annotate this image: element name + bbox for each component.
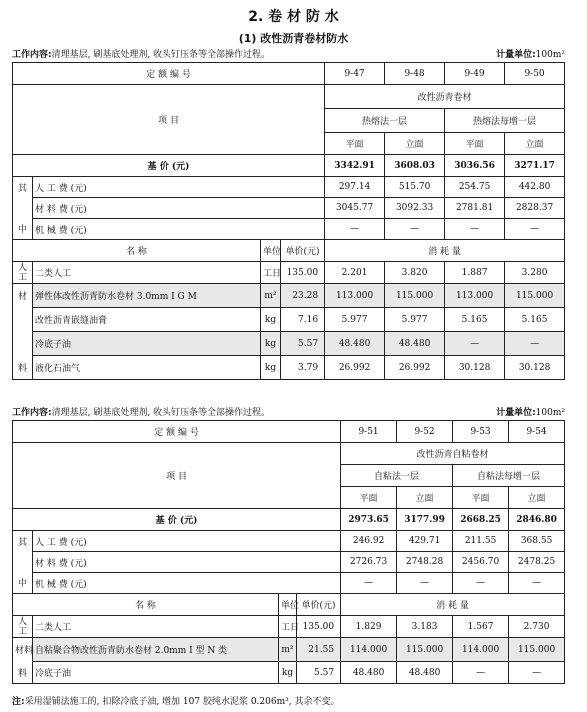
note-label: 注: <box>12 697 25 707</box>
breakdown-value: 211.55 <box>453 531 509 552</box>
work-label: 工作内容: <box>12 408 52 418</box>
breakdown-row <box>13 177 565 198</box>
material-value: 48.480 <box>325 332 385 356</box>
unit-1 <box>496 47 565 60</box>
material-value: 26.992 <box>325 356 385 380</box>
material-value: 5.977 <box>385 308 445 332</box>
labor-value: 1.567 <box>453 616 509 638</box>
labor-price: 135.00 <box>281 262 325 284</box>
unit-label: 计量单位: <box>496 50 536 60</box>
material-value: — <box>505 332 565 356</box>
material-unit: kg <box>261 308 281 332</box>
material-row <box>13 662 565 684</box>
material-value: 113.000 <box>325 284 385 308</box>
position: 立面 <box>385 133 445 155</box>
breakdown-value: 429.71 <box>397 531 453 552</box>
material-cat-top: 材料 <box>13 638 33 662</box>
base-price-label: 基 价 (元) <box>13 155 325 177</box>
labor-cat: 人工 <box>13 262 33 284</box>
material-unit: kg <box>261 356 281 380</box>
unit-2 <box>496 405 565 418</box>
breakdown-row <box>13 573 565 594</box>
work-content-2 <box>12 405 270 418</box>
breakdown-value: — <box>509 573 565 594</box>
code: 9-54 <box>509 421 565 443</box>
code: 9-49 <box>445 63 505 85</box>
col-unit: 单位 <box>279 594 297 616</box>
breakdown-value: — <box>505 219 565 240</box>
material-unit: kg <box>261 332 281 356</box>
material-value: 30.128 <box>505 356 565 380</box>
material-row <box>13 308 565 332</box>
col-consume: 消 耗 量 <box>325 240 565 262</box>
labor-value: 3.820 <box>385 262 445 284</box>
labor-name: 二类人工 <box>33 616 279 638</box>
breakdown-value: 2726.73 <box>341 552 397 573</box>
labor-price: 135.00 <box>297 616 341 638</box>
col-name: 名 称 <box>13 594 279 616</box>
breakdown-value: 368.55 <box>509 531 565 552</box>
material-price: 3.79 <box>281 356 325 380</box>
breakdown-name: 材 料 费 (元) <box>33 198 325 219</box>
breakdown-name: 材 料 费 (元) <box>33 552 341 573</box>
material-cat-bottom: 料 <box>13 356 33 380</box>
base-price-label: 基 价 (元) <box>13 509 341 531</box>
labor-value: 2.730 <box>509 616 565 638</box>
position: 立面 <box>509 487 565 509</box>
breakdown-value: 2748.28 <box>397 552 453 573</box>
work-label: 工作内容: <box>12 50 52 60</box>
labor-value: 2.201 <box>325 262 385 284</box>
position: 平面 <box>341 487 397 509</box>
breakdown-row <box>13 531 565 552</box>
material-value: 26.992 <box>385 356 445 380</box>
consume-header-row <box>13 594 565 616</box>
material-value: 115.000 <box>397 638 453 662</box>
labor-name: 二类人工 <box>33 262 261 284</box>
item-label: 项 目 <box>13 85 325 155</box>
material-cat-bottom: 料 <box>13 662 33 684</box>
breakdown-value: 3092.33 <box>385 198 445 219</box>
breakdown-value: — <box>453 573 509 594</box>
breakdown-value: 297.14 <box>325 177 385 198</box>
material-name: 液化石油气 <box>33 356 261 380</box>
method: 热熔法一层 <box>325 109 445 133</box>
breakdown-value: 246.92 <box>341 531 397 552</box>
labor-value: 3.280 <box>505 262 565 284</box>
group-name: 改性沥青自粘卷材 <box>341 443 565 465</box>
material-row <box>13 284 565 308</box>
code: 9-51 <box>341 421 397 443</box>
base-price: 3608.03 <box>385 155 445 177</box>
material-value: 115.000 <box>509 638 565 662</box>
breakdown-value: — <box>445 219 505 240</box>
material-value: 115.000 <box>385 284 445 308</box>
breakdown-value: 442.80 <box>505 177 565 198</box>
material-name: 弹性体改性沥青防水卷材 3.0mm I G M <box>33 284 261 308</box>
labor-unit: 工日 <box>261 262 281 284</box>
base-price: 3177.99 <box>397 509 453 531</box>
labor-value: 1.829 <box>341 616 397 638</box>
material-value: 48.480 <box>385 332 445 356</box>
breakdown-value: 2828.37 <box>505 198 565 219</box>
material-unit: m² <box>261 284 281 308</box>
material-name: 冷底子油 <box>33 332 261 356</box>
material-row <box>13 638 565 662</box>
base-price: 3342.91 <box>325 155 385 177</box>
base-price: 2846.80 <box>509 509 565 531</box>
labor-cat: 人工 <box>13 616 33 638</box>
material-value: 48.480 <box>341 662 397 684</box>
breakdown-value: — <box>385 219 445 240</box>
breakdown-name: 机 械 费 (元) <box>33 573 341 594</box>
note-text: 采用湿铺法施工的, 扣除冷底子油, 增加 107 胶纯水泥浆 0.206m³, 其余不变。 <box>24 697 340 707</box>
quota-table-1 <box>12 62 565 380</box>
unit-label: 计量单位: <box>496 408 536 418</box>
material-value: 5.165 <box>445 308 505 332</box>
method: 热熔法每增一层 <box>445 109 565 133</box>
material-value: 115.000 <box>505 284 565 308</box>
method: 自粘法一层 <box>341 465 453 487</box>
material-cat-top: 材 <box>13 284 33 308</box>
breakdown-name: 人 工 费 (元) <box>33 177 325 198</box>
material-value: 113.000 <box>445 284 505 308</box>
qi-label: 其 <box>13 177 33 198</box>
position: 立面 <box>505 133 565 155</box>
material-value: 5.165 <box>505 308 565 332</box>
base-price-row <box>13 509 565 531</box>
labor-row <box>13 262 565 284</box>
breakdown-value: 2478.25 <box>509 552 565 573</box>
material-value: 114.000 <box>341 638 397 662</box>
labor-value: 3.183 <box>397 616 453 638</box>
work-text: 清理基层, 刷基底处理剂, 收头钉压条等全部操作过程。 <box>51 50 271 60</box>
base-price: 3271.17 <box>505 155 565 177</box>
material-row <box>13 332 565 356</box>
breakdown-value: 3045.77 <box>325 198 385 219</box>
col-consume: 消 耗 量 <box>341 594 565 616</box>
footnote <box>12 694 339 707</box>
subsection-title: (1) 改性沥青卷材防水 <box>238 32 349 45</box>
breakdown-row <box>13 552 565 573</box>
material-name: 改性沥青嵌缝油膏 <box>33 308 261 332</box>
position: 平面 <box>453 487 509 509</box>
material-price: 23.28 <box>281 284 325 308</box>
col-price: 单价(元) <box>297 594 341 616</box>
quota-table-2 <box>12 420 565 684</box>
material-name: 冷底子油 <box>33 662 279 684</box>
material-unit: m² <box>279 638 297 662</box>
position: 平面 <box>325 133 385 155</box>
zhong-label: 中 <box>13 573 33 594</box>
labor-unit: 工日 <box>279 616 297 638</box>
position: 立面 <box>397 487 453 509</box>
position: 平面 <box>445 133 505 155</box>
breakdown-value: — <box>325 219 385 240</box>
breakdown-name: 人 工 费 (元) <box>33 531 341 552</box>
breakdown-value: 515.70 <box>385 177 445 198</box>
code: 9-47 <box>325 63 385 85</box>
material-price: 5.57 <box>281 332 325 356</box>
section-title: 2. 卷 材 防 水 <box>248 9 339 25</box>
col-price: 单价(元) <box>281 240 325 262</box>
base-price: 3036.56 <box>445 155 505 177</box>
material-price: 5.57 <box>297 662 341 684</box>
breakdown-value: 254.75 <box>445 177 505 198</box>
col-name: 名 称 <box>13 240 261 262</box>
material-unit: kg <box>279 662 297 684</box>
quota-label: 定 额 编 号 <box>13 63 325 85</box>
breakdown-row <box>13 219 565 240</box>
base-price: 2668.25 <box>453 509 509 531</box>
material-row <box>13 356 565 380</box>
breakdown-value: — <box>397 573 453 594</box>
material-value: — <box>453 662 509 684</box>
unit-value: 100m² <box>535 50 565 60</box>
code: 9-52 <box>397 421 453 443</box>
breakdown-name: 机 械 费 (元) <box>33 219 325 240</box>
zhong-label: 中 <box>13 219 33 240</box>
work-text: 清理基层, 刷基底处理剂, 收头钉压条等全部操作过程。 <box>51 408 271 418</box>
material-price: 21.55 <box>297 638 341 662</box>
code: 9-50 <box>505 63 565 85</box>
qi-label: 其 <box>13 531 33 552</box>
quota-label: 定 额 编 号 <box>13 421 341 443</box>
unit-value: 100m² <box>535 408 565 418</box>
material-price: 7.16 <box>281 308 325 332</box>
material-value: 5.977 <box>325 308 385 332</box>
breakdown-value: — <box>341 573 397 594</box>
code-row <box>13 421 565 443</box>
col-unit: 单位 <box>261 240 281 262</box>
base-price-row <box>13 155 565 177</box>
material-value: 114.000 <box>453 638 509 662</box>
base-price: 2973.65 <box>341 509 397 531</box>
breakdown-row <box>13 198 565 219</box>
material-value: 48.480 <box>397 662 453 684</box>
code-row <box>13 63 565 85</box>
material-value: — <box>509 662 565 684</box>
method: 自粘法每增一层 <box>453 465 565 487</box>
group-name: 改性沥青卷材 <box>325 85 565 109</box>
breakdown-value: 2456.70 <box>453 552 509 573</box>
breakdown-value: 2781.81 <box>445 198 505 219</box>
material-value: 30.128 <box>445 356 505 380</box>
consume-header-row <box>13 240 565 262</box>
labor-value: 1.887 <box>445 262 505 284</box>
code: 9-48 <box>385 63 445 85</box>
item-label: 项 目 <box>13 443 341 509</box>
labor-row <box>13 616 565 638</box>
code: 9-53 <box>453 421 509 443</box>
material-name: 自粘聚合物改性沥青防水卷材 2.0mm I 型 N 类 <box>33 638 279 662</box>
material-value: — <box>445 332 505 356</box>
work-content-1 <box>12 47 270 60</box>
